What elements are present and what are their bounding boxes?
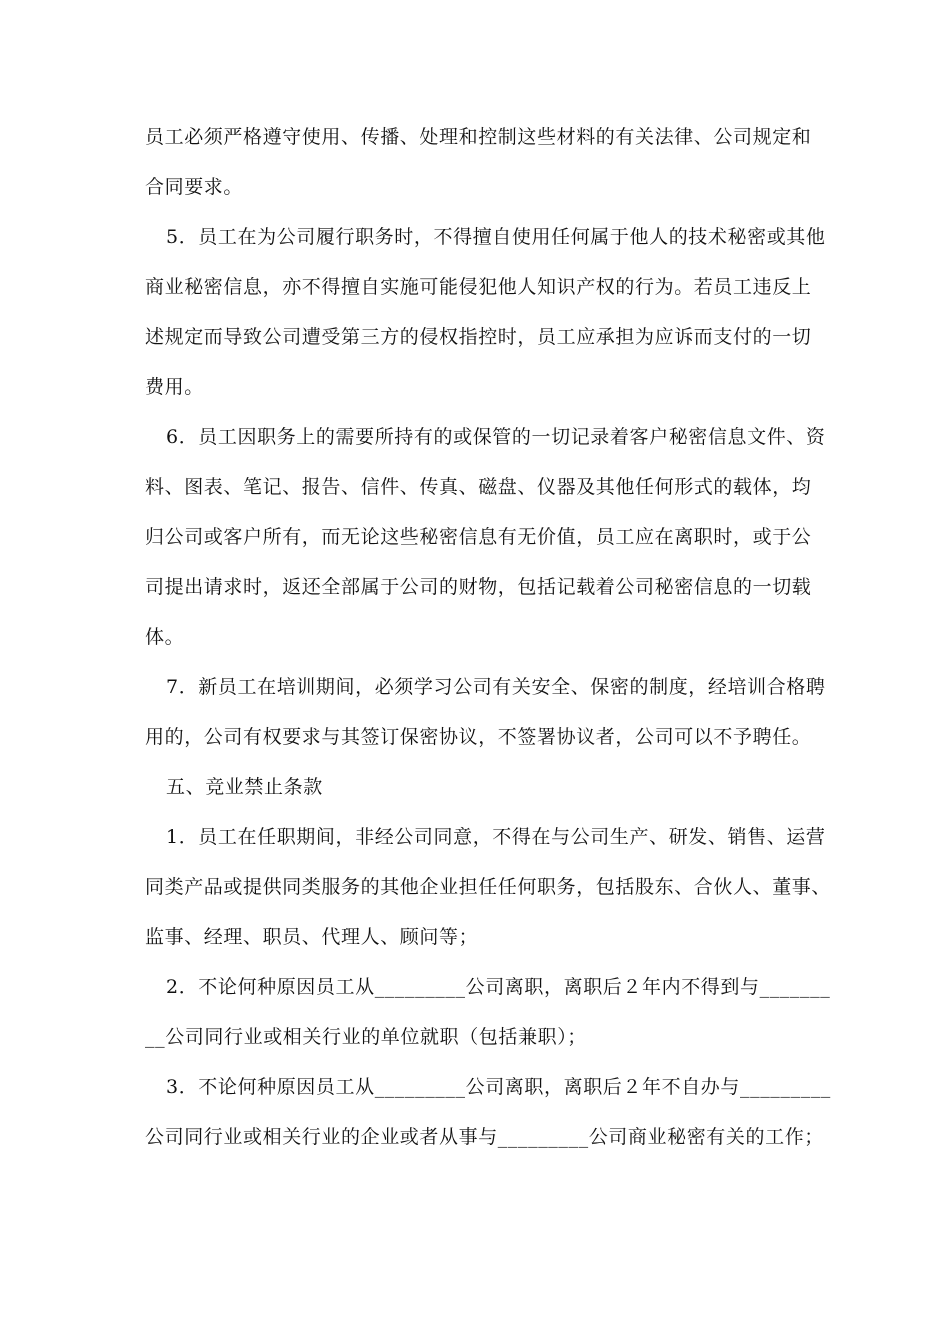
noncompete-clause-3-line: 3．不论何种原因员工从_________公司离职，离职后２年不自办与_________ [166, 1076, 831, 1098]
noncompete-clause-2-line: __公司同行业或相关行业的单位就职（包括兼职）； [145, 1026, 587, 1048]
clause-5-line: 述规定而导致公司遭受第三方的侵权指控时，员工应承担为应诉而支付的一切 [145, 326, 812, 348]
clause-6-line: 体。 [145, 626, 185, 648]
paragraph-line: 员工必须严格遵守使用、传播、处理和控制这些材料的有关法律、公司规定和 [145, 126, 812, 148]
noncompete-clause-3-line: 公司同行业或相关行业的企业或者从事与_________公司商业秘密有关的工作； [145, 1126, 824, 1148]
paragraph-line: 合同要求。 [145, 176, 244, 198]
noncompete-clause-2-line: 2．不论何种原因员工从_________公司离职，离职后２年内不得到与_______ [166, 976, 831, 998]
clause-6-line: 6．员工因职务上的需要所持有的或保管的一切记录着客户秘密信息文件、资 [166, 426, 826, 448]
clause-7-line: 用的，公司有权要求与其签订保密协议，不签署协议者，公司可以不予聘任。 [145, 726, 812, 748]
noncompete-clause-1-line: 1．员工在任职期间，非经公司同意，不得在与公司生产、研发、销售、运营 [166, 826, 826, 848]
clause-6-line: 料、图表、笔记、报告、信件、传真、磁盘、仪器及其他任何形式的载体，均 [145, 476, 812, 498]
noncompete-clause-1-line: 监事、经理、职员、代理人、顾问等； [145, 926, 479, 948]
clause-5-line: 商业秘密信息，亦不得擅自实施可能侵犯他人知识产权的行为。若员工违反上 [145, 276, 812, 298]
clause-5-line: 5．员工在为公司履行职务时，不得擅自使用任何属于他人的技术秘密或其他 [166, 226, 826, 248]
clause-6-line: 归公司或客户所有，而无论这些秘密信息有无价值，员工应在离职时，或于公 [145, 526, 812, 548]
noncompete-clause-1-line: 同类产品或提供同类服务的其他企业担任任何职务，包括股东、合伙人、董事、 [145, 876, 832, 898]
clause-5-line: 费用。 [145, 376, 204, 398]
clause-6-line: 司提出请求时，返还全部属于公司的财物，包括记载着公司秘密信息的一切载 [145, 576, 812, 598]
section-heading: 五、竞业禁止条款 [166, 776, 323, 798]
clause-7-line: 7．新员工在培训期间，必须学习公司有关安全、保密的制度，经培训合格聘 [166, 676, 826, 698]
